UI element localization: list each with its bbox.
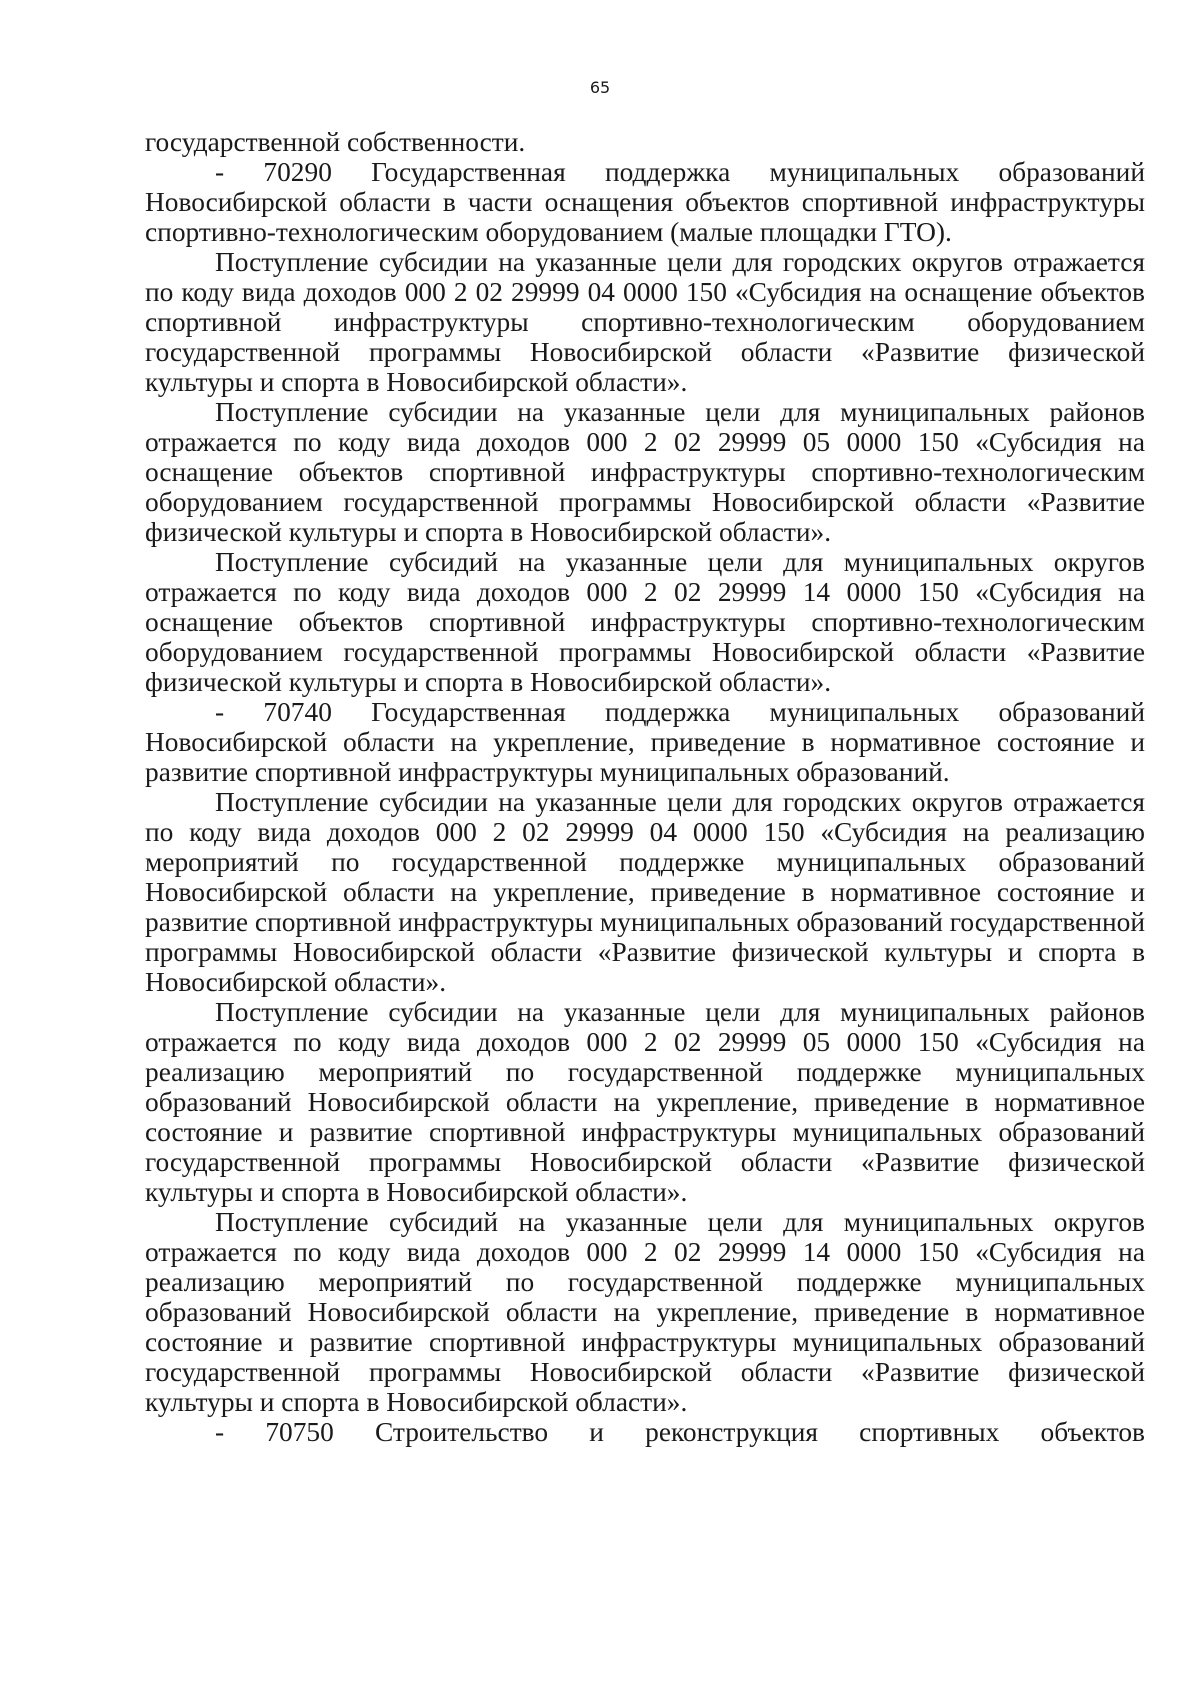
paragraph-70740-municipal-areas: Поступление субсидии на указанные цели для муниципальных районов отражается по коду вида доходов 000 2 02 29999 05 0000 150 «Субсидия на реализацию мероприятий по государственной поддержке муниципальных образований Новосибирской области на укрепление, приведение в нормативное состояние и развитие спортивной инфраструктуры муниципальных образований государственной программы Новосибирской области «Развитие физической культуры и спорта в Новосибирской области».	[145, 997, 1145, 1207]
paragraph-70290-municipal-districts: Поступление субсидий на указанные цели для муниципальных округов отражается по коду вида доходов 000 2 02 29999 14 0000 150 «Субсидия на оснащение объектов спортивной инфраструктуры спортивно-технологическим оборудованием государственной программы Новосибирской области «Развитие физической культуры и спорта в Новосибирской области».	[145, 547, 1145, 697]
paragraph-code-70750: - 70750 Строительство и реконструкция спортивных объектов	[215, 1417, 1145, 1447]
paragraph-70740-city-districts: Поступление субсидии на указанные цели для городских округов отражается по коду вида доходов 000 2 02 29999 04 0000 150 «Субсидия на реализацию мероприятий по государственной поддержке муниципальных образований Новосибирской области на укрепление, приведение в нормативное состояние и развитие спортивной инфраструктуры муниципальных образований государственной программы Новосибирской области «Развитие физической культуры и спорта в Новосибирской области».	[145, 787, 1145, 997]
paragraph-code-70290: - 70290 Государственная поддержка муниципальных образований Новосибирской области в части оснащения объектов спортивной инфраструктуры спортивно-технологическим оборудованием (малые площадки ГТО).	[145, 157, 1145, 247]
paragraph-70290-municipal-areas: Поступление субсидии на указанные цели для муниципальных районов отражается по коду вида доходов 000 2 02 29999 05 0000 150 «Субсидия на оснащение объектов спортивной инфраструктуры спортивно-технологическим оборудованием государственной программы Новосибирской области «Развитие физической культуры и спорта в Новосибирской области».	[145, 397, 1145, 547]
paragraph-code-70740: - 70740 Государственная поддержка муниципальных образований Новосибирской области на укрепление, приведение в нормативное состояние и развитие спортивной инфраструктуры муниципальных образований.	[145, 697, 1145, 787]
paragraph-70740-municipal-districts: Поступление субсидий на указанные цели для муниципальных округов отражается по коду вида доходов 000 2 02 29999 14 0000 150 «Субсидия на реализацию мероприятий по государственной поддержке муниципальных образований Новосибирской области на укрепление, приведение в нормативное состояние и развитие спортивной инфраструктуры муниципальных образований государственной программы Новосибирской области «Развитие физической культуры и спорта в Новосибирской области».	[145, 1207, 1145, 1417]
paragraph-70290-city-districts: Поступление субсидии на указанные цели для городских округов отражается по коду вида доходов 000 2 02 29999 04 0000 150 «Субсидия на оснащение объектов спортивной инфраструктуры спортивно-технологическим оборудованием государственной программы Новосибирской области «Развитие физической культуры и спорта в Новосибирской области».	[145, 247, 1145, 397]
paragraph-continuation: государственной собственности.	[145, 127, 526, 157]
page-number: 65	[589, 78, 611, 97]
document-body	[145, 127, 1145, 1447]
